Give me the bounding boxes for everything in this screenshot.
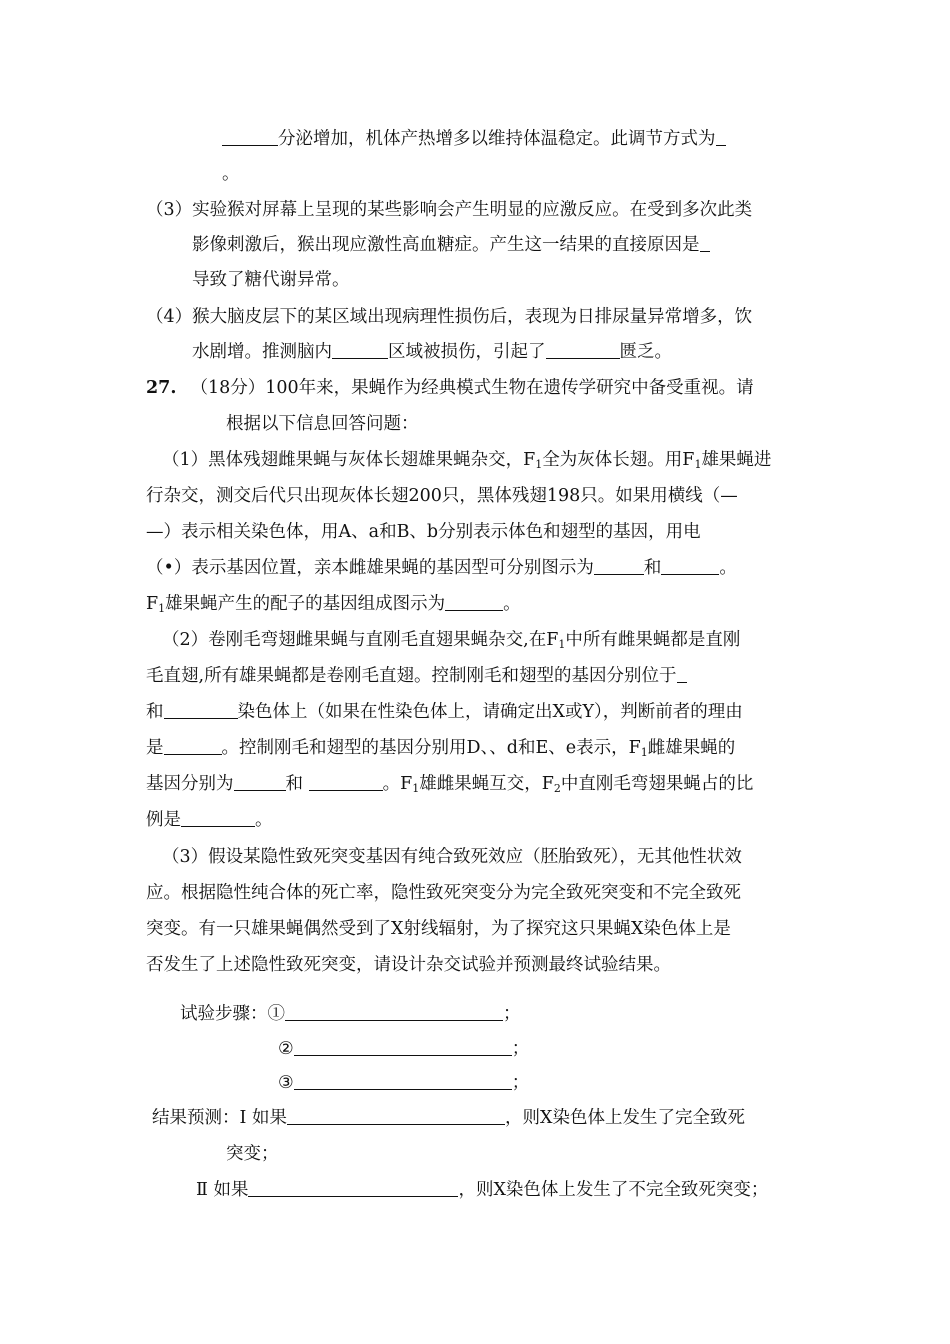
answer-blank[interactable] — [285, 1002, 503, 1021]
text-line: 基因分别为 和 。$F_1$雄雌果蝇互交，$F_2$中直刚毛弯翅果蝇占的比 — [146, 774, 754, 795]
text-line: （3）假设某隐性致死突变基因有纯合致死效应（胚胎致死），无其他性状效 — [162, 847, 742, 867]
text-line: 。 — [222, 164, 240, 184]
answer-blank[interactable] — [700, 233, 710, 252]
answer-blank[interactable] — [661, 556, 719, 575]
text-line: —）表示相关染色体，用A、a和B、b分别表示体色和翅型的基因，用电 — [146, 522, 701, 542]
answer-blank[interactable] — [248, 1178, 458, 1197]
text-line: 行杂交，测交后代只出现灰体长翅200只，黑体残翅198只。如果用横线（— — [146, 486, 738, 506]
text-line: 应。根据隐性纯合体的死亡率，隐性致死突变分为完全致死突变和不完全致死 — [146, 883, 741, 903]
answer-blank[interactable] — [309, 772, 383, 791]
text-line: 突变。有一只雄果蝇偶然受到了X射线辐射，为了探究这只果蝇X染色体上是 — [146, 919, 731, 939]
text-line: 否发生了上述隐性致死突变，请设计杂交试验并预测最终试验结果。 — [146, 955, 671, 975]
result-prediction-2: Ⅱ 如果 ，则X染色体上发生了不完全致死突变； — [196, 1180, 769, 1200]
question-number: 27. — [146, 378, 177, 398]
answer-blank[interactable] — [287, 1106, 505, 1125]
answer-blank[interactable] — [716, 127, 726, 146]
text-line: 水剧增。推测脑内 区域被损伤，引起了 匮乏。 — [192, 342, 672, 362]
text-line: 根据以下信息回答问题： — [226, 414, 419, 434]
answer-blank[interactable] — [294, 1071, 512, 1090]
answer-blank[interactable] — [234, 772, 286, 791]
answer-blank[interactable] — [445, 592, 503, 611]
text-line: 影像刺激后，猴出现应激性高血糖症。产生这一结果的直接原因是 — [192, 233, 710, 257]
experiment-step-3: ③ ； — [278, 1073, 530, 1093]
answer-blank[interactable] — [294, 1037, 512, 1056]
text-line: （•）表示基因位置，亲本雌雄果蝇的基因型可分别图示为 和 。 — [146, 558, 737, 578]
text-line: （1）黑体残翅雌果蝇与灰体长翅雄果蝇杂交，$F_1$全为灰体长翅。用$F_1$雄果蝇进 — [162, 450, 772, 471]
answer-blank[interactable] — [546, 340, 620, 359]
experiment-step-2: ② ； — [278, 1039, 530, 1059]
answer-blank[interactable] — [677, 664, 687, 683]
text-line: 突变； — [226, 1144, 279, 1164]
answer-blank[interactable] — [594, 556, 644, 575]
question-27-header: 27. （18分）100年来，果蝇作为经典模式生物在遗传学研究中备受重视。请 — [146, 378, 754, 398]
text-line: 和 染色体上（如果在性染色体上，请确定出X或Y），判断前者的理由 — [146, 702, 743, 722]
answer-blank[interactable] — [164, 700, 238, 719]
text-line: 分泌增加，机体产热增多以维持体温稳定。此调节方式为 — [222, 127, 726, 151]
text-line: $F_1$雄果蝇产生的配子的基因组成图示为 。 — [146, 594, 521, 615]
text-line: （3）实验猴对屏幕上呈现的某些影响会产生明显的应激反应。在受到多次此类 — [146, 200, 753, 220]
answer-blank[interactable] — [181, 808, 255, 827]
result-prediction-1: 结果预测：Ⅰ 如果 ，则X染色体上发生了完全致死 — [152, 1108, 745, 1128]
answer-blank[interactable] — [332, 340, 388, 359]
answer-blank[interactable] — [222, 127, 278, 146]
text-line: 毛直翅,所有雄果蝇都是卷刚毛直翅。控制刚毛和翅型的基因分别位于 — [146, 664, 687, 688]
experiment-step-1: 试验步骤：① ； — [180, 1004, 521, 1024]
answer-blank[interactable] — [164, 736, 222, 755]
text-line: 例是 。 — [146, 810, 273, 830]
text-line: 导致了糖代谢异常。 — [192, 270, 350, 290]
text-line: （4）猴大脑皮层下的某区域出现病理性损伤后，表现为日排尿量异常增多，饮 — [146, 307, 753, 327]
text-line: （2）卷刚毛弯翅雌果蝇与直刚毛直翅果蝇杂交,在$F_1$中所有雌果蝇都是直刚 — [162, 630, 741, 651]
text-line: 是 。控制刚毛和翅型的基因分别用D、、d和E、e表示，$F_1$雌雄果蝇的 — [146, 738, 736, 759]
